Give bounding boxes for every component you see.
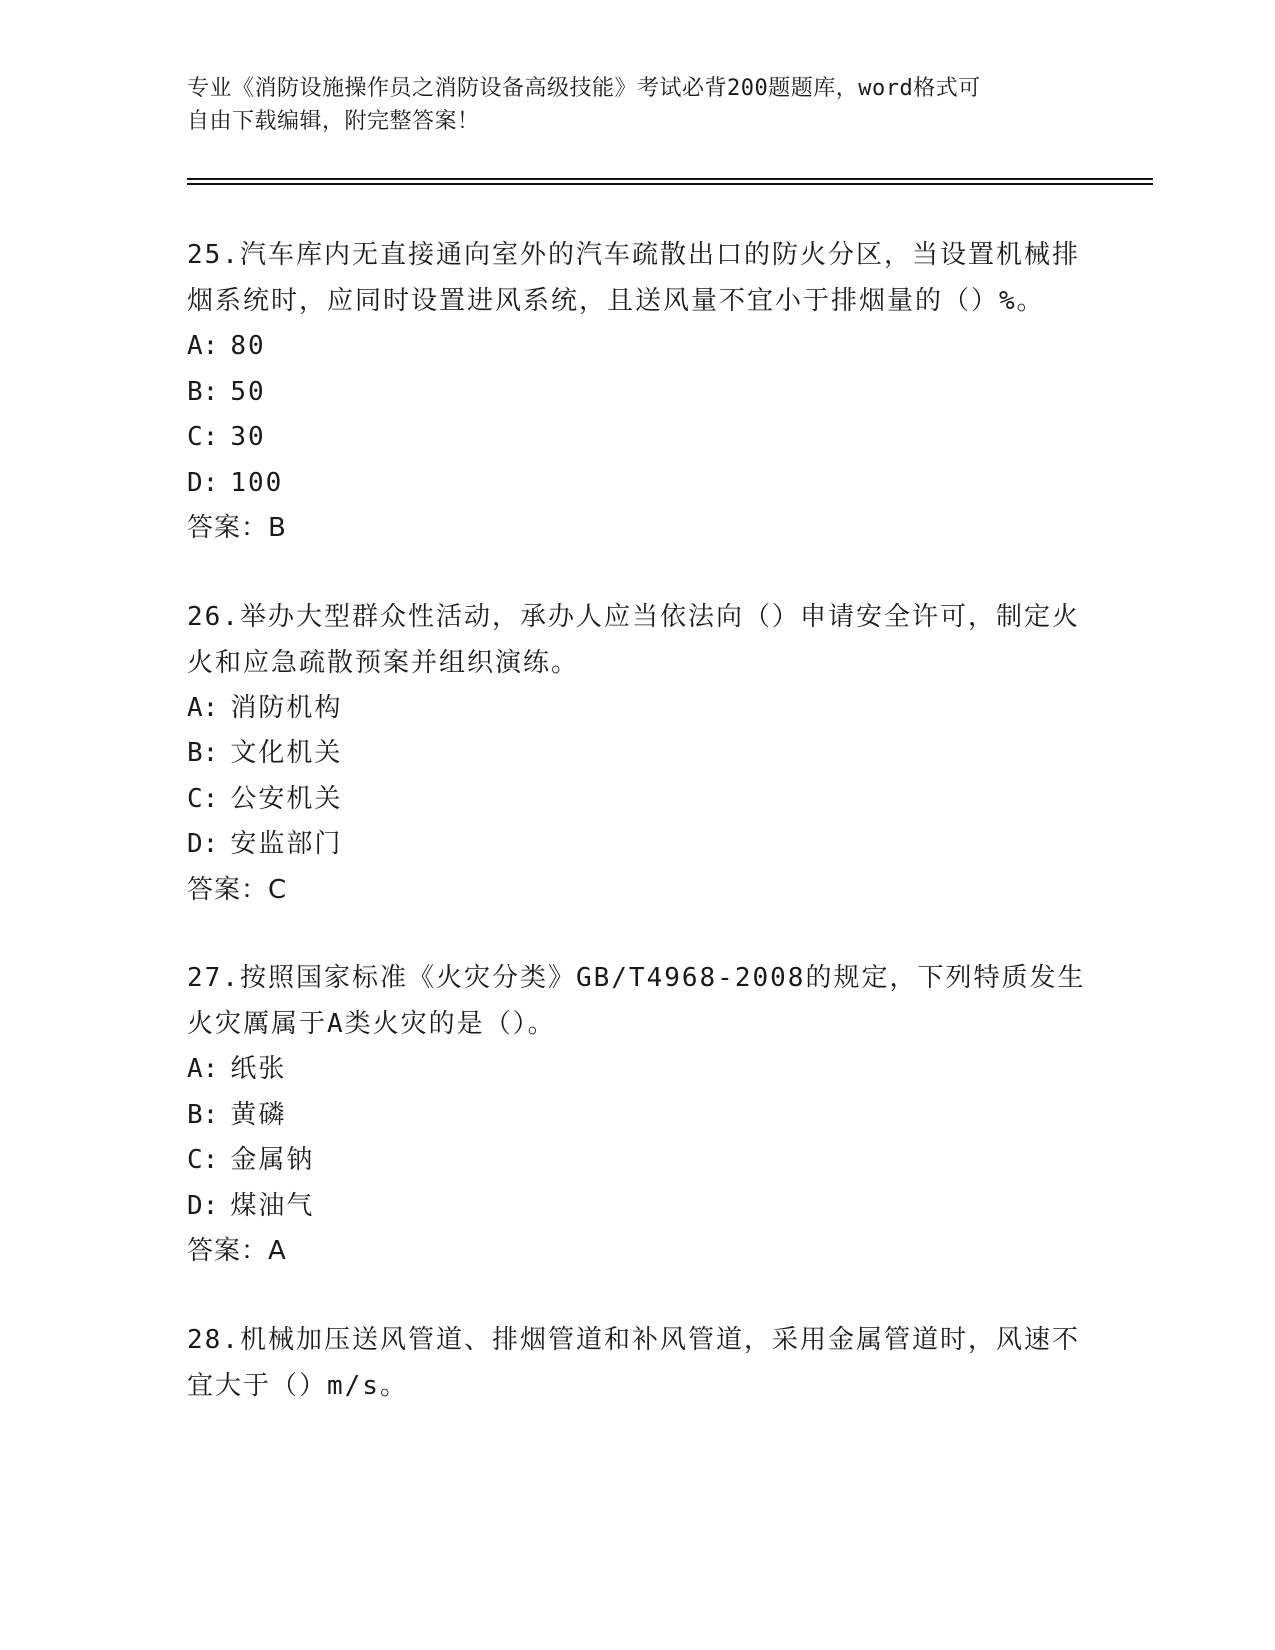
option-a — [187, 1047, 1087, 1093]
option-label: B: — [187, 1099, 219, 1130]
option-text: 安监部门 — [230, 829, 343, 859]
header-divider-top — [187, 178, 1153, 180]
option-text: 30 — [230, 422, 266, 452]
option-b — [187, 1093, 1087, 1139]
option-a — [187, 324, 1087, 370]
option-label: D: — [187, 1190, 219, 1221]
option-c — [187, 777, 1087, 823]
question-text: 27.按照国家标准《火灾分类》GB/T4968-2008的规定，下列特质发生火灾厲属于A类火灾的是（）。 — [187, 963, 1086, 1039]
option-label: D: — [187, 829, 219, 859]
option-b — [187, 731, 1087, 777]
question-list — [187, 232, 1087, 1451]
option-text: 80 — [230, 331, 266, 361]
header-divider-bottom — [187, 183, 1153, 185]
option-c — [187, 415, 1087, 461]
option-text: 100 — [230, 467, 284, 498]
option-d — [187, 822, 1087, 868]
option-text: 公安机关 — [230, 783, 343, 814]
header-line-2: 自由下载编辑，附完整答案！ — [187, 109, 480, 134]
option-label: B: — [187, 376, 219, 407]
option-text: 消防机构 — [230, 692, 343, 723]
question-text: 25.汽车库内无直接通向室外的汽车疏散出口的防火分区，当设置机械排烟系统时，应同时设置进风系统，且送风量不宜小于排烟量的（）%。 — [187, 240, 1080, 316]
option-text: 50 — [230, 376, 266, 407]
document-header — [187, 72, 1067, 138]
option-text: 黄磷 — [230, 1099, 287, 1130]
option-b — [187, 370, 1087, 416]
answer: 答案：A — [187, 1236, 287, 1266]
option-label: A: — [187, 692, 219, 723]
option-a — [187, 686, 1087, 732]
option-label: A: — [187, 331, 219, 361]
option-label: A: — [187, 1054, 219, 1084]
option-label: C: — [187, 1145, 219, 1175]
option-text: 纸张 — [230, 1054, 287, 1084]
option-label: C: — [187, 422, 219, 452]
option-label: B: — [187, 738, 219, 768]
option-d — [187, 461, 1087, 507]
option-text: 文化机关 — [230, 738, 343, 768]
question-26 — [187, 594, 1087, 914]
question-27 — [187, 955, 1087, 1275]
option-label: D: — [187, 467, 219, 498]
question-25 — [187, 232, 1087, 552]
answer: 答案：C — [187, 874, 288, 905]
header-line-1: 专业《消防设施操作员之消防设备高级技能》考试必背200题题库，word格式可 — [187, 76, 981, 101]
option-text: 煤油气 — [230, 1190, 315, 1221]
option-text: 金属钠 — [230, 1145, 315, 1175]
option-c — [187, 1138, 1087, 1184]
option-label: C: — [187, 783, 219, 814]
question-text: 28.机械加压送风管道、排烟管道和补风管道，采用金属管道时，风速不宜大于（）m/s。 — [187, 1324, 1080, 1401]
option-d — [187, 1184, 1087, 1230]
question-28 — [187, 1317, 1087, 1409]
answer: 答案：B — [187, 513, 287, 543]
question-text: 26.举办大型群众性活动，承办人应当依法向（）申请安全许可，制定火火和应急疏散预案并组织演练。 — [187, 601, 1080, 678]
